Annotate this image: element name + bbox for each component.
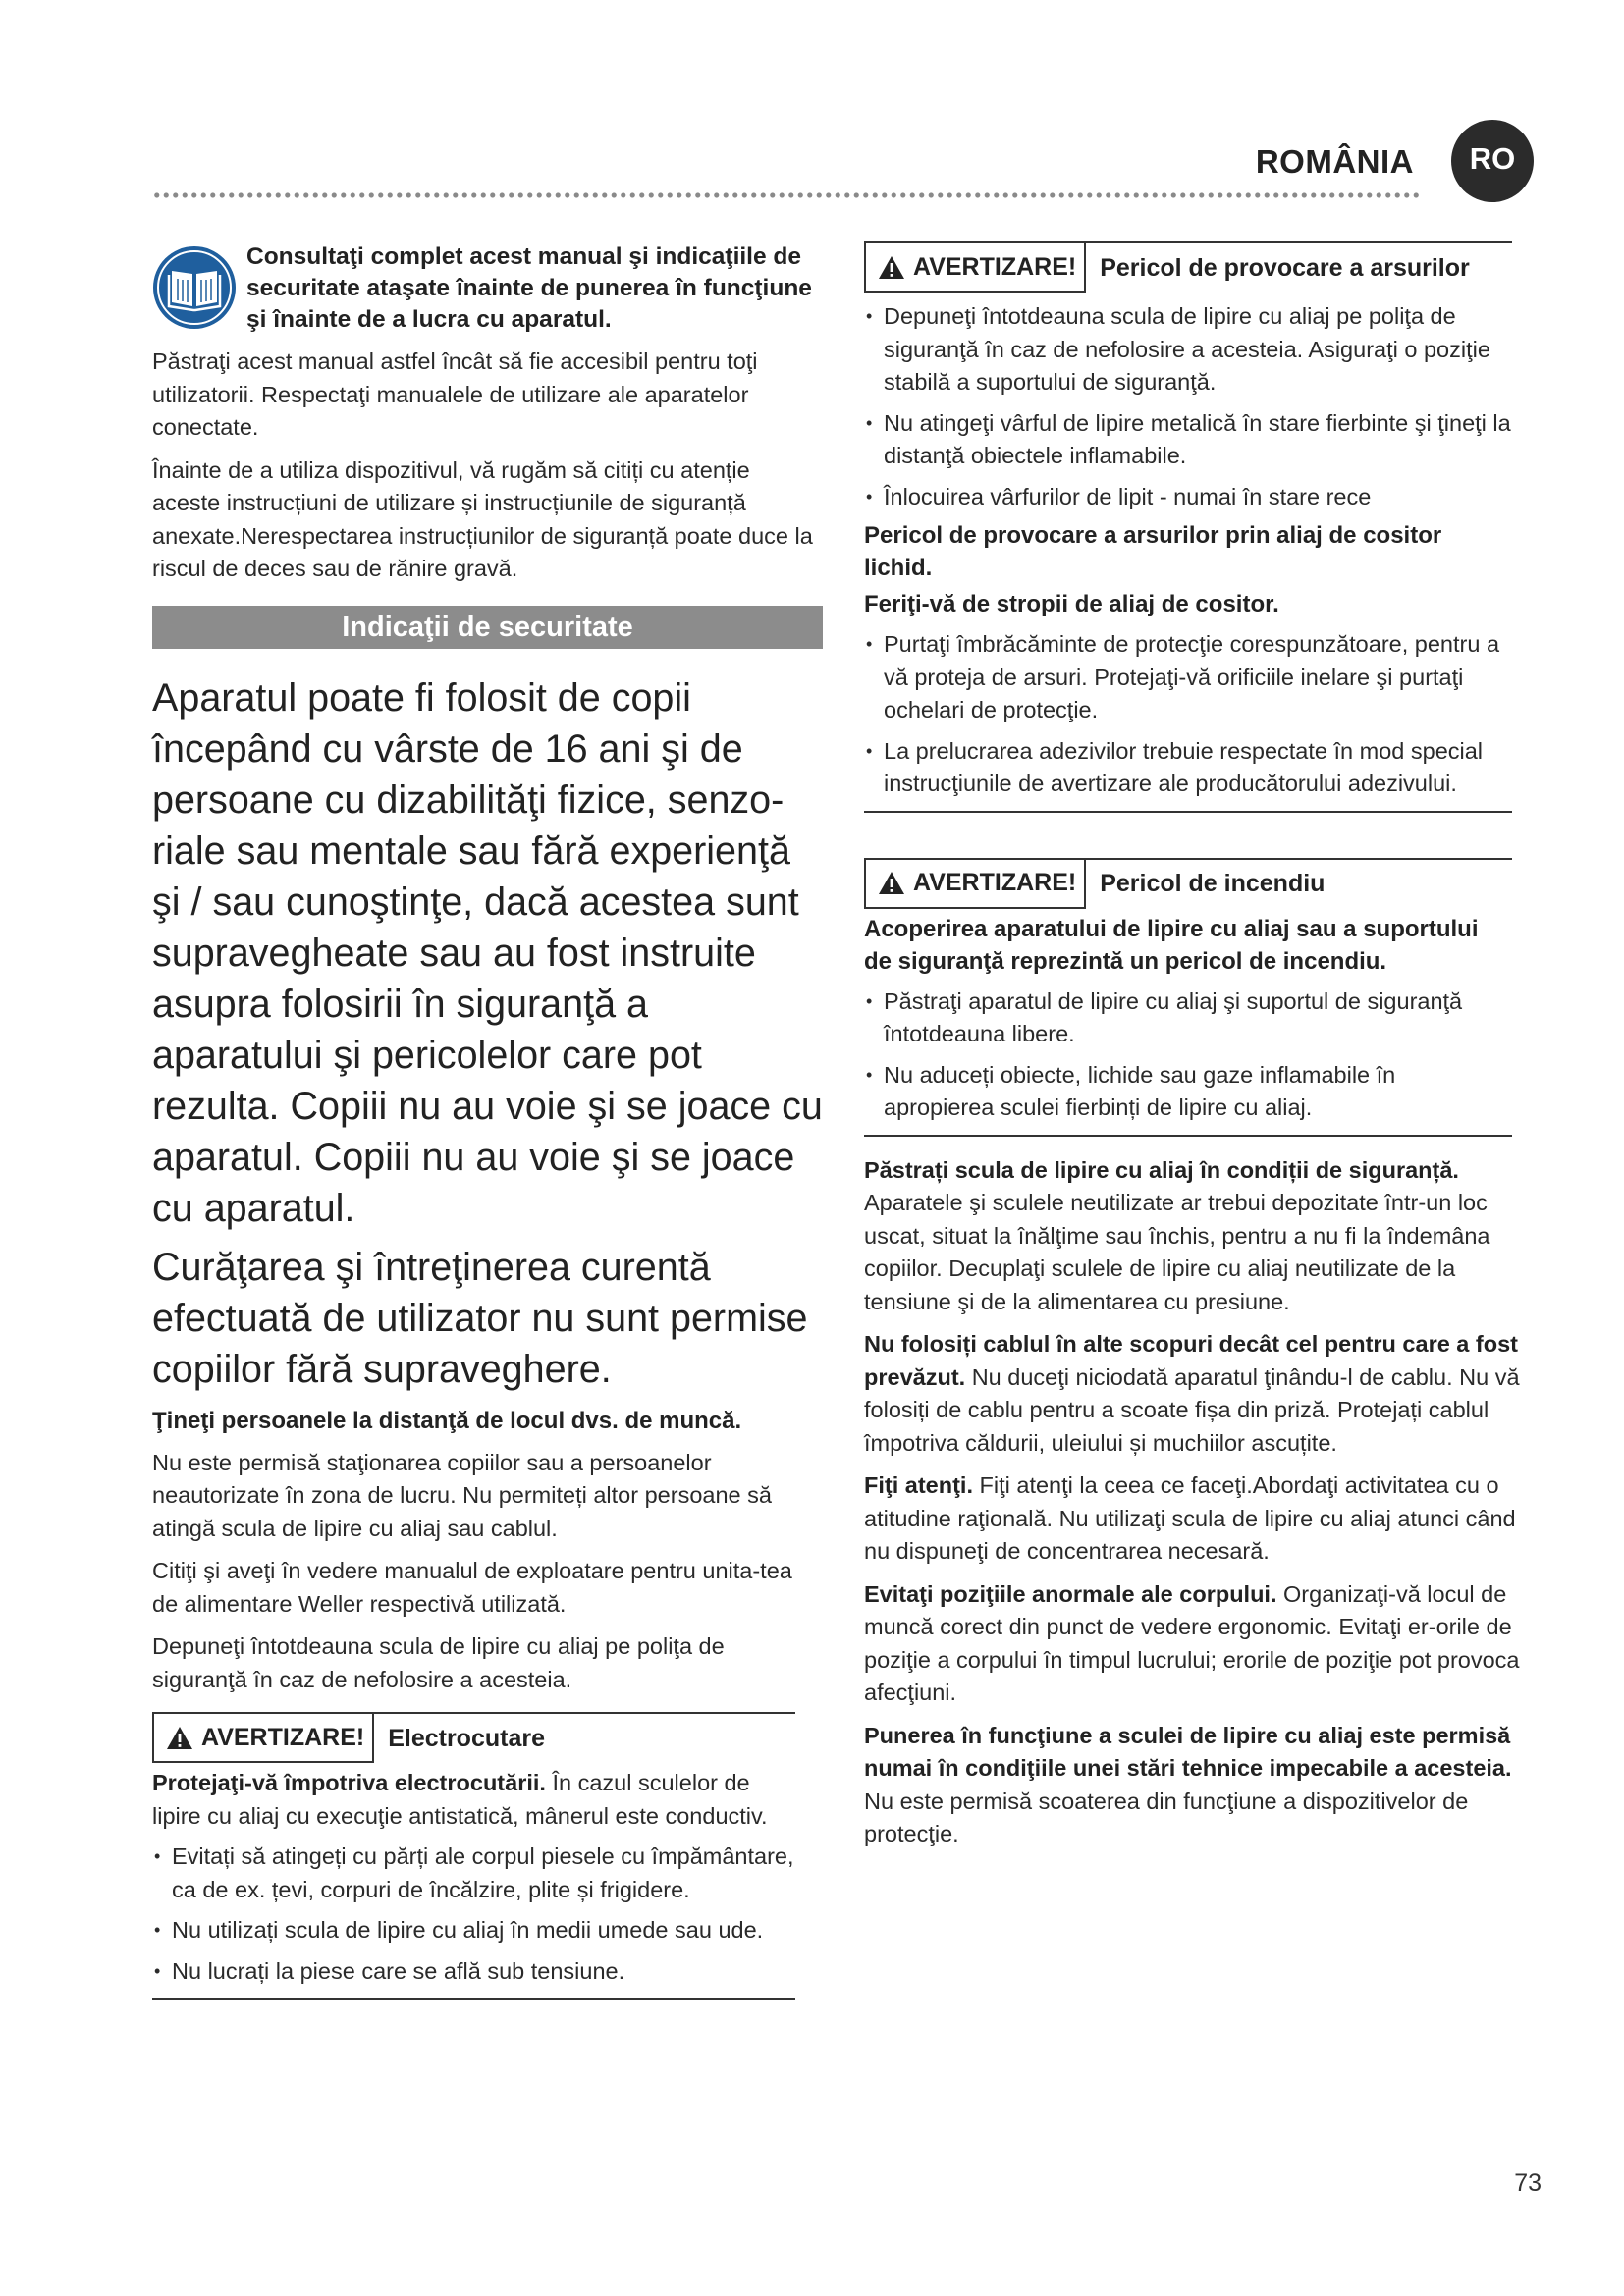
storage-text: Aparatele şi sculele neutilizate ar trebui depozitate într-un loc uscat, situat la înălţime sau închis, pentru a nu fi la îndemâna copiilor. Decuplaţi sculele de lipire cu aliaj neutilizate de la tensiune şi de la alimentarea cu presiune.: [864, 1190, 1490, 1314]
warning-title: Electrocutare: [388, 1724, 545, 1752]
workplace-paragraph-2: Citiţi şi aveţi în vedere manualul de exploatare pentru unita-tea de alimentare Weller respectivă utilizată.: [152, 1558, 792, 1617]
warning-electrocution: [152, 1712, 795, 2000]
warning-label-text: AVERTIZARE!: [201, 1723, 365, 1751]
solder-splash-heading: Feriţi-vă de stropii de aliaj de cositor.: [864, 591, 1279, 617]
list-item: • Purtaţi îmbrăcăminte de protecţie corespunzătoare, pentru a vă proteja de arsuri. Protejaţi-vă orificiile inelare şi purtaţi ochelari de protecţie.: [864, 628, 1512, 727]
right-column: [864, 241, 1542, 1851]
dotted-divider: [152, 191, 1421, 199]
intro-paragraph-1: Păstraţi acest manual astfel încât să fie accesibil pentru toţi utilizatorii. Respectaţi manualele de utilizare ale aparatelor conectate.: [152, 348, 758, 440]
warning-label: [864, 860, 1086, 909]
warning-label: [864, 243, 1086, 293]
electro-list: [152, 1841, 795, 1988]
cable-paragraph: Nu folosiți cablul în alte scopuri decât cel pentru care a fost prevăzut. Nu duceţi niciodată aparatul ţinându-l de cablu. Nu vă folosiți de cablu pentru a scoate fișa din priză. Protejați cablul împotriva căldurii, uleiului și muchiilor ascuțite.: [864, 1331, 1520, 1456]
list-item: • Nu utilizați scula de lipire cu aliaj în medii umede sau ude.: [152, 1914, 795, 1948]
list-item: • Nu lucrați la piese care se află sub tensiune.: [152, 1955, 795, 1989]
list-item: • Păstraţi aparatul de lipire cu aliaj şi suportul de siguranţă întotdeauna libere.: [864, 986, 1512, 1051]
electro-lead: Protejaţi-vă împotriva electrocutării. În cazul sculelor de lipire cu aliaj cu execuţie antistatică, mânerul este conductiv.: [152, 1770, 768, 1829]
intro-paragraph-2: Înainte de a utiliza dispozitivul, vă rugăm să citiți cu atenție aceste instrucțiuni de utilizare și instrucțiunile de siguranță anexate.Nerespectarea instrucțiunilor de siguranță poate duce la riscul de deces sau de rănire gravă.: [152, 456, 813, 581]
list-item: • Depuneţi întotdeauna scula de lipire cu aliaj pe poliţa de siguranţă în caz de nefolosire a acesteia. Asiguraţi o poziţie stabilă a suportului de siguranţă.: [864, 300, 1512, 400]
section-banner: Indicaţii de securitate: [152, 606, 823, 649]
warning-triangle-icon: [878, 255, 905, 280]
fire-list: [864, 986, 1512, 1125]
list-item: • Evitați să atingeți cu părți ale corpul piesele cu împământare, ca de ex. țevi, corpuri de încălzire, plite și frigidere.: [152, 1841, 795, 1906]
list-item: • Nu aduceți obiecte, lichide sau gaze inflamabile în apropierea sculei fierbinți de lipire cu aliaj.: [864, 1059, 1512, 1125]
children-usage-text: Aparatul poate fi folosit de copii începând cu vârste de 16 ani şi de persoane cu dizabilităţi fizice, senzo-riale sau mentale sau fără experienţă şi / sau cunoştinţe, dacă acestea sunt supravegheate sau au fost instruite asupra folosirii în siguranţă a aparatului şi pericolelor care pot rezulta. Copiii nu au voie şi se joace cu aparatul. Copiii nu au voie şi se joace cu aparatul.: [152, 675, 823, 1230]
workplace-heading: Ţineţi persoanele la distanţă de locul dvs. de muncă.: [152, 1407, 742, 1434]
warning-triangle-icon: [878, 871, 905, 895]
warning-label-text: AVERTIZARE!: [913, 869, 1077, 896]
workplace-paragraph-3: Depuneţi întotdeauna scula de lipire cu aliaj pe poliţa de siguranţă în caz de nefolosire a acesteia.: [152, 1633, 725, 1692]
workplace-paragraph-1: Nu este permisă staţionarea copiilor sau a persoanelor neautorizate în zona de lucru. Nu permiteți altor persoane să atingă scula de lipire cu aliaj sau cablul.: [152, 1449, 772, 1541]
operation-paragraph: Punerea în funcţiune a sculei de lipire cu aliaj este permisă numai în condiţiile unei stări tehnice impecabile a acesteia. Nu este permisă scoaterea din funcţiune a dispozitivelor de protecţie.: [864, 1722, 1512, 1846]
attention-paragraph: Fiţi atenţi. Fiţi atenţi la ceea ce faceţi.Abordaţi activitatea cu o atitudine raţională. Nu utilizaţi scula de lipire cu aliaj atunci când nu dispuneţi de concentrarea necesară.: [864, 1472, 1516, 1564]
intro-block: [152, 241, 823, 336]
warning-label-text: AVERTIZARE!: [913, 252, 1077, 281]
left-column: [152, 241, 823, 2000]
fire-lead: Acoperirea aparatului de lipire cu aliaj sau a suportului de siguranţă reprezintă un pericol de incendiu.: [864, 915, 1479, 975]
list-item: • La prelucrarea adezivilor trebuie respectate în mod special instrucţiunile de avertizare ale producătorului adezivului.: [864, 735, 1512, 801]
posture-paragraph: Evitaţi poziţiile anormale ale corpului. Organizaţi-vă locul de muncă corect din punct de vedere ergonomic. Evitaţi er-orile de poziţie a corpului în timpul lucrului; erorile de poziţie pot provoca afecţiuni.: [864, 1580, 1520, 1705]
page-number: 73: [1514, 2169, 1542, 2197]
country-title: ROMÂNIA: [1255, 143, 1414, 180]
read-manual-icon: [152, 245, 237, 330]
warning-triangle-icon: [166, 1726, 193, 1750]
burn-list: [864, 300, 1512, 513]
language-badge: RO: [1451, 120, 1534, 202]
storage-heading: Păstrați scula de lipire cu aliaj în condiții de siguranță.: [864, 1156, 1459, 1183]
cleaning-text: Curăţarea şi întreţinerea curentă efectuată de utilizator nu sunt permise copiilor fără supraveghere.: [152, 1245, 808, 1391]
burn-list-2: [864, 628, 1512, 801]
warning-fire: [864, 858, 1512, 1137]
warning-burns: [864, 241, 1512, 813]
intro-bold-text: Consultaţi complet acest manual şi indicaţiile de securitate ataşate înainte de punerea în funcţiune şi înainte de a lucra cu aparatul.: [246, 243, 812, 333]
liquid-solder-heading: Pericol de provocare a arsurilor prin aliaj de cositor lichid.: [864, 522, 1442, 581]
list-item: • Nu atingeţi vârful de lipire metalică în stare fierbinte şi ţineţi la distanţă obiectele inflamabile.: [864, 407, 1512, 473]
warning-label: [152, 1714, 374, 1763]
warning-title: Pericol de provocare a arsurilor: [1100, 253, 1470, 282]
list-item: • Înlocuirea vârfurilor de lipit - numai în stare rece: [864, 481, 1512, 514]
warning-title: Pericol de incendiu: [1100, 870, 1326, 897]
